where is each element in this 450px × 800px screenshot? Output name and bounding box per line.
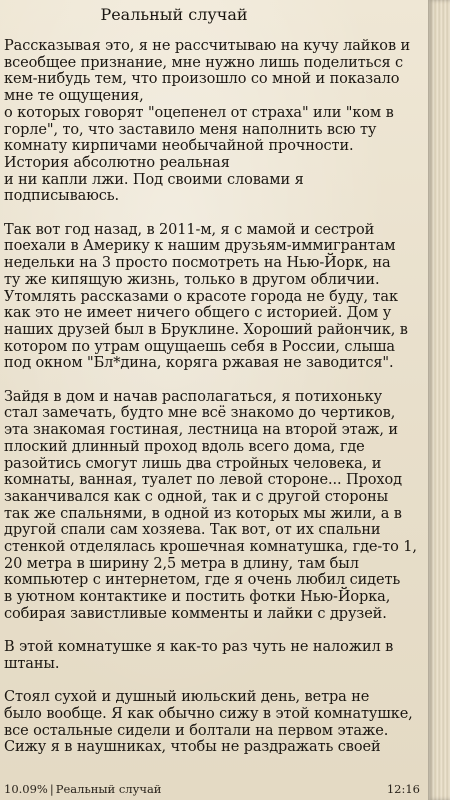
book-text[interactable] — [4, 38, 428, 768]
chapter-title: Реальный случай — [100, 5, 248, 24]
clock: 12:16 — [386, 782, 420, 796]
paragraph: Так вот год назад, в 2011-м, я с мамой и сестрой поехали в Америку к нашим друзьям-иммигрантам недельки на 3 просто посмотреть на Нью-Йорк, на ту же кипящую жизнь, только в другом обличии. Утомлять рассказами о красоте города не буду, так как это не имеет ничего общего с историей. Дом у наших друзей был в Бруклине. Хороший райончик, в котором по утрам ощущаешь себя в России, слыша под окном "Бл*дина, коряга ржавая не заводится". — [4, 221, 408, 372]
paragraph: Рассказывая это, я не рассчитываю на кучу лайков и всеобщее признание, мне нужно лишь поделиться с кем-нибудь тем, что произошло со мной и показало мне те ощущения, о которых говорят "оцепенел от страха" или "ком в горле", то, что заставило меня наполнить всю ту комнату кирпичами необычайной прочности. История абсолютно реальная и ни капли лжи. Под своими словами я подписываюсь. — [4, 38, 411, 205]
status-footer — [0, 778, 428, 800]
paragraph: Зайдя в дом и начав располагаться, я потихоньку стал замечать, будто мне всё знакомо до чертиков, эта знакомая гостиная, лестница на второй этаж, и плоский длинный проход вдоль всего дома, где разойтись смогут лишь два стройных человека, и комнаты, ванная, туалет по левой стороне... Проход заканчивался как с одной, так и с другой стороны так же спальнями, в одной из которых мы жили, а в другой спали сам хозяева. Так вот, от их спальни стенкой отделялась крошечная комнатушка, где-то 1, 20 метра в ширину 2,5 метра в длину, там был компьютер с интернетом, где я очень любил сидеть в уютном контактике и постить фотки Нью-Йорка, собирая завистливые комменты и лайки с друзей. — [4, 388, 417, 622]
reading-progress: 10.09% — [4, 782, 48, 796]
paragraph: В этой комнатушке я как-то раз чуть не наложил в штаны. — [4, 639, 394, 672]
footer-info — [4, 778, 161, 800]
page-stack-edge — [428, 0, 450, 800]
paragraph: Стоял сухой и душный июльский день, ветра не было вообще. Я как обычно сижу в этой комнатушке, все остальные сидели и болтали на первом этаже. Сижу я в наушниках, чтобы не раздражать своей — [4, 689, 413, 756]
footer-separator: | — [49, 782, 54, 796]
footer-chapter-title: Реальный случай — [55, 782, 162, 796]
